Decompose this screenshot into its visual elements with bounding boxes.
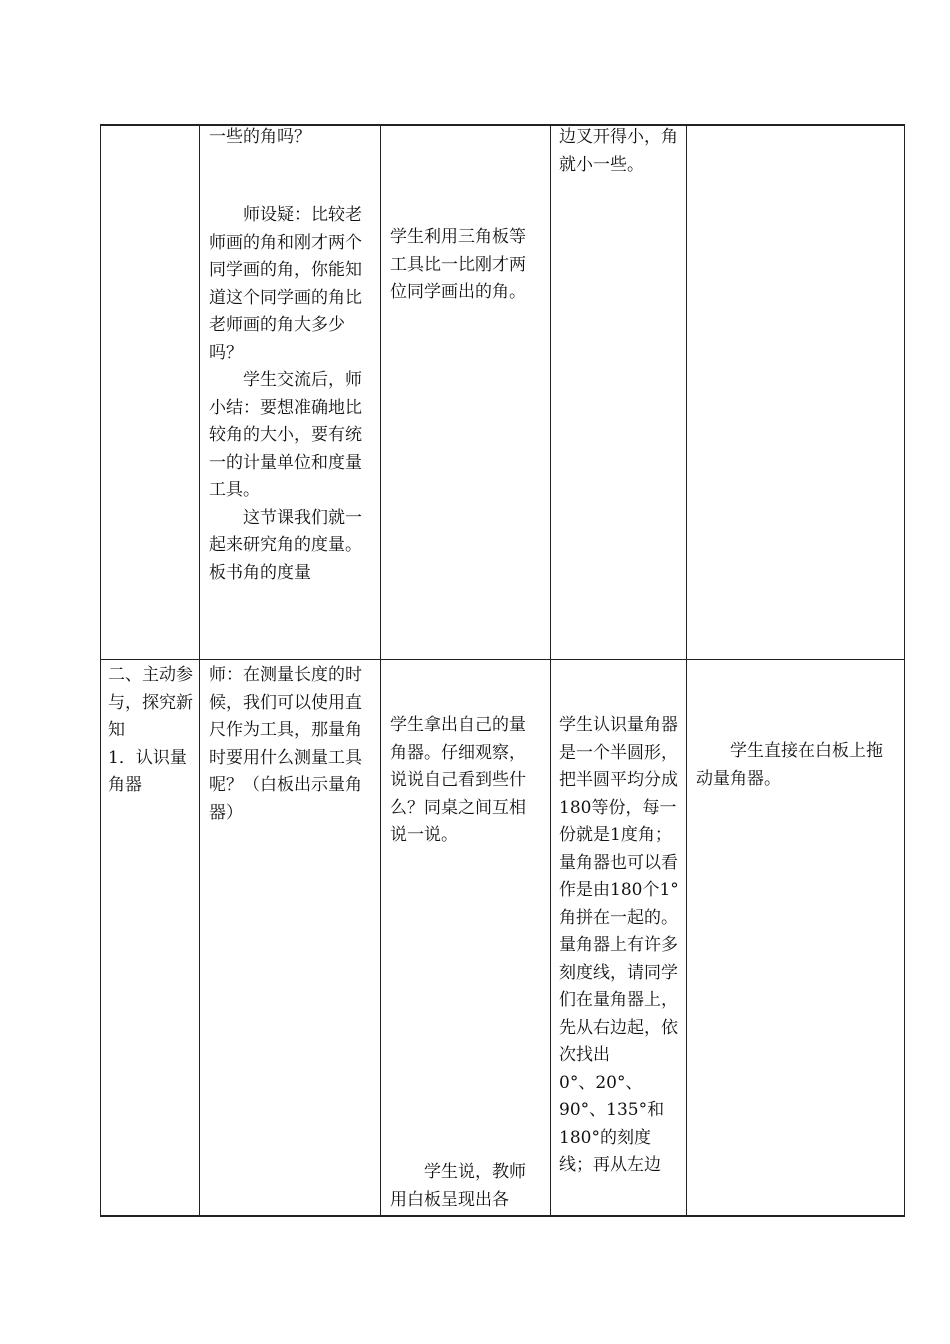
text-line: 一些的角吗？ bbox=[209, 127, 311, 147]
table-border-right bbox=[904, 124, 905, 1217]
row1-expected-outcome bbox=[559, 124, 679, 179]
paragraph: 0°、20°、90°、135°和180°的刻度线；再从左边 bbox=[559, 1072, 665, 1175]
paragraph: 学生说，教师用白板呈现出各 bbox=[390, 1162, 526, 1210]
table-border-left bbox=[100, 124, 101, 1217]
paragraph: 学生利用三角板等工具比一比刚才两位同学画出的角。 bbox=[390, 227, 526, 302]
row2-student-activity-continued bbox=[390, 1159, 542, 1214]
column-divider bbox=[199, 124, 200, 1217]
paragraph: 量角器上有许多刻度线，请同学们在量角器上，先从右边起，依次找出 bbox=[559, 935, 678, 1065]
column-divider bbox=[686, 124, 687, 1217]
paragraph: 师设疑：比较老师画的角和刚才两个同学画的角，你能知道这个同学画的角比老师画的角大多少吗？ bbox=[209, 205, 362, 363]
row1-teacher-text-continued bbox=[209, 124, 373, 152]
paragraph: 学生交流后，师小结：要想准确地比较角的大小，要有统一的计量单位和度量工具。 bbox=[209, 370, 362, 500]
paragraph: 这节课我们就一起来研究角的度量。板书角的度量 bbox=[209, 507, 362, 583]
row2-stage-label bbox=[108, 662, 196, 800]
paragraph: 边叉开得小，角就小一些。 bbox=[559, 127, 678, 175]
paragraph: 师：在测量长度的时候，我们可以使用直尺作为工具，那量角时要用什么测量工具呢？（白板出示量角器） bbox=[209, 665, 362, 823]
row2-expected-outcome bbox=[559, 712, 679, 1180]
row2-student-activity bbox=[390, 712, 542, 850]
table-border-bottom bbox=[100, 1215, 905, 1217]
paragraph: 二、主动参与，探究新知 bbox=[108, 665, 193, 740]
row2-technology-use bbox=[696, 738, 896, 793]
column-divider bbox=[550, 124, 551, 1217]
paragraph: 1．认识量角器 bbox=[108, 747, 187, 795]
lesson-plan-table bbox=[100, 124, 905, 1217]
column-divider bbox=[380, 124, 381, 1217]
row1-student-activity bbox=[390, 224, 527, 307]
paragraph: 学生直接在白板上拖动量角器。 bbox=[696, 741, 883, 789]
row-divider bbox=[100, 659, 905, 660]
row1-teacher-activity bbox=[209, 202, 373, 587]
paragraph: 学生拿出自己的量角器。仔细观察，说说自己看到些什么？同桌之间互相说一说。 bbox=[390, 715, 526, 845]
paragraph: 学生认识量角器是一个半圆形，把半圆平均分成180等份，每一份就是1度角；量角器也可以看作是由180个1°角拼在一起的。 bbox=[559, 715, 679, 928]
row2-teacher-activity bbox=[209, 662, 373, 827]
